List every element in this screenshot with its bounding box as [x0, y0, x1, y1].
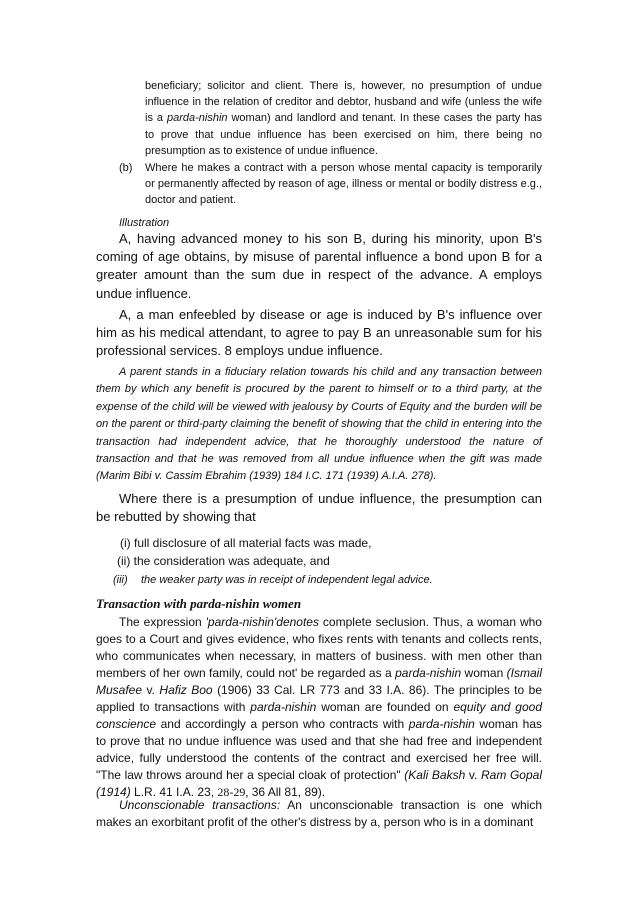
text-run-italic: parda-nishin	[250, 700, 317, 714]
text-run-italic: Unconscionable transactions:	[119, 798, 281, 812]
illustration-2: A, a man enfeebled by disease or age is induced by B's influence over him as his medical attendant, to agree to pay B an unreasonable sum for his professional services. 8 employs undue influence.	[96, 307, 542, 359]
section-heading: Transaction with parda-nishin women	[96, 596, 302, 611]
text-run: woman) and landlord and tenant. In these cases the party has to prove that undue influence has been exercised on him, there being no presumption as to existence of undue influence.	[145, 112, 542, 157]
text-run: woman are founded on	[316, 700, 454, 714]
text-run-serif: 28-29,	[217, 785, 249, 799]
text-run: woman has to prove that no undue influence was used and that she had free and independent advice, fully understood the contents of the contract and exercised her free will. "The law throws around her a special cloak of protection"	[96, 717, 543, 782]
list-item-iii: the weaker party was in receipt of independent legal advice.	[141, 574, 433, 586]
text-run: v.	[465, 768, 481, 782]
text-run-italic: 'parda-nishin'denotes	[205, 615, 319, 629]
text-run: An unconscionable transaction is one which makes an exorbitant profit of the other's distress by a, person who is in a dominant	[96, 798, 542, 829]
text-run-italic: parda-nishin	[166, 112, 228, 125]
illustration-heading: Illustration	[119, 217, 170, 229]
paragraph-continuation	[145, 78, 542, 159]
text-run: and accordingly a person who contracts with	[156, 717, 409, 731]
paragraph-unconscionable	[96, 797, 542, 831]
text-run: beneficiary; solicitor and client. There is, however, no presumption of undue influence in the relation of creditor and debtor, husband and wife (unless the wife is a	[145, 80, 542, 125]
paragraph-parda-nishin	[96, 614, 542, 801]
text-run: complete seclusion. Thus, a woman who goes to a Court and gives evidence, who fixes rents with tenants and collects rents, who communicates when necessary, in matters of business. with men other than members of her own family, could not' be regarded as a	[96, 615, 542, 680]
text-run: The expression	[119, 615, 206, 629]
text-run: v.	[142, 683, 160, 697]
text-run: L.R. 41 I.A. 23,	[130, 785, 218, 799]
list-label-iii: (iii)	[113, 574, 128, 586]
text-run-italic: parda-nishin	[408, 717, 475, 731]
presumption-paragraph: Where there is a presumption of undue influence, the presumption can be rebutted by showing that	[96, 491, 542, 525]
text-run: 36 All 81, 89).	[248, 785, 326, 799]
text-run-italic: equity and good conscience	[96, 700, 543, 731]
illustration-1: A, having advanced money to his son B, during his minority, upon B's coming of age obtains, by misuse of parental influence a bond upon B for a greater amount than the sum due in respect of the advance. A employs undue influence.	[96, 231, 542, 301]
list-label-b: (b)	[119, 162, 133, 174]
text-run-italic: (Ismail Musafee	[96, 666, 542, 697]
text-run: woman	[461, 666, 507, 680]
quote-paragraph: A parent stands in a fiduciary relation towards his child and any transaction between them by which any benefit is procured by the parent to himself or to a third party, at the expense of the child will be viewed with jealousy by Courts of Equity and the burden will be on the parent or third-party claiming the benefit of showing that the child in entering into the transaction had independent advice, that he thoroughly understood the nature of transaction and that he was removed from all undue influence when the gift was made (Marim Bibi v. Cassim Ebrahim (1939) 184 I.C. 171 (1939) A.I.A. 278).	[96, 366, 542, 483]
text-run-italic: (Kali Baksh	[404, 768, 466, 782]
list-item-b: Where he makes a contract with a person whose mental capacity is temporarily or permanently affected by reason of age, illness or mental or bodily distress e.g., doctor and patient.	[145, 162, 542, 207]
text-run-italic: Ram Gopal (1914)	[96, 768, 542, 799]
text-run: (1906) 33 Cal. LR 773 and 33 I.A. 86). The principles to be applied to transactions with	[96, 683, 542, 714]
text-run-italic: Hafiz Boo	[159, 683, 213, 697]
list-item-ii: (ii) the consideration was adequate, and	[117, 554, 330, 568]
text-run-italic: parda-nishin	[395, 666, 462, 680]
list-item-i: (i) full disclosure of all material facts was made,	[120, 536, 372, 550]
